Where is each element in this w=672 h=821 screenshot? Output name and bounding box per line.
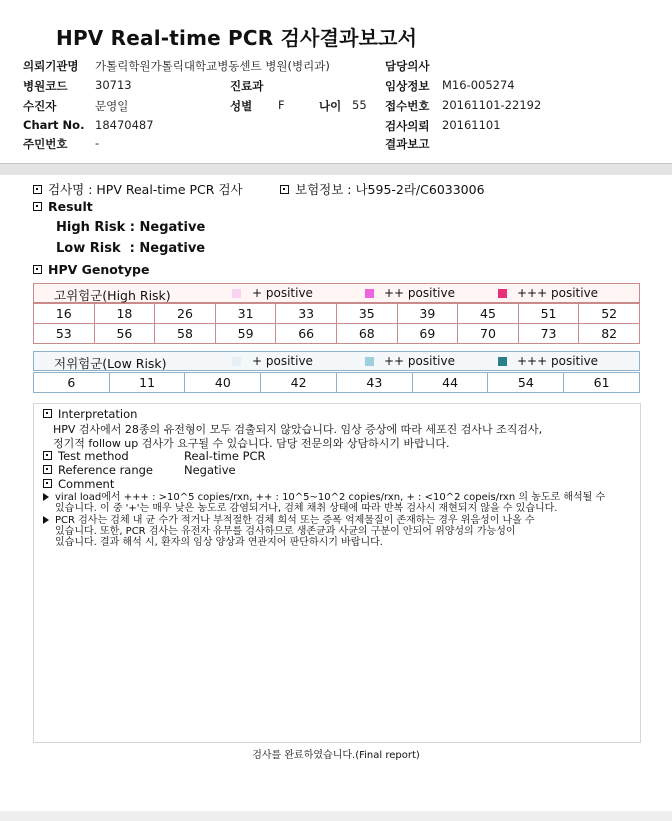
test-name: 검사명 : HPV Real-time PCR 검사 [48,182,243,197]
reception-value: 20161101-22192 [442,98,542,112]
genotype-cell: 59 [215,324,276,344]
chart-no-label: Chart No. [23,118,85,132]
genotype-cell: 31 [215,304,276,324]
comment-1-line-2: 있습니다. 이 중 '+'는 매우 낮은 농도로 감염되거나, 검체 채취 상태에 따라 반복 검사시 재현되지 않을 수 있습니다. [55,503,558,514]
legend-pos1: + positive [252,286,313,300]
department-label: 진료과 [230,79,264,93]
comment-1-line-1-row [43,493,605,504]
low-risk-header [33,351,640,371]
genotype-cell: 33 [276,304,337,324]
genotype-cell: 53 [34,324,95,344]
genotype-cell: 52 [579,304,640,324]
low-risk-row [34,373,640,393]
test-method-row [43,449,129,463]
genotype-cell: 40 [185,373,261,393]
genotype-cell: 82 [579,324,640,344]
genotype-cell: 35 [336,304,397,324]
legend-swatch-pos1 [232,357,241,366]
reference-range-label: Reference range [58,463,154,477]
hospital-code-label: 병원코드 [23,79,68,93]
genotype-cell: 51 [518,304,579,324]
low-risk-result: Low Risk : Negative [56,241,206,256]
rrn-value: - [95,136,100,150]
doctor-label: 담당의사 [385,59,430,73]
bottom-bar [0,811,672,821]
genotype-cell: 56 [94,324,155,344]
genotype-cell: 73 [518,324,579,344]
genotype-cell: 66 [276,324,337,344]
checkbox-icon [43,451,52,460]
legend-swatch-pos3 [498,357,507,366]
bullet-arrow-icon [43,516,49,524]
final-report-note: 검사를 완료하였습니다.(Final report) [252,750,420,761]
comment-row [43,477,114,491]
legend-swatch-pos2 [365,357,374,366]
test-method-label: Test method [58,449,129,463]
legend-pos3: +++ positive [517,286,599,300]
report-title: HPV Real-time PCR 검사결과보고서 [56,26,418,50]
checkbox-icon [280,185,289,194]
genotype-heading: HPV Genotype [48,262,150,277]
legend-swatch-pos3 [498,289,507,298]
genotype-cell: 43 [336,373,412,393]
low-risk-table [33,372,640,393]
patient-value: 문영일 [95,99,129,113]
test-method-value: Real-time PCR [184,449,266,463]
legend-pos3: +++ positive [517,354,599,368]
interpretation-line-2: 정기적 follow up 검사가 요구될 수 있습니다. 담당 전문의와 상담하시기 바랍니다. [53,437,450,450]
checkbox-icon [43,479,52,488]
bullet-arrow-icon [43,493,49,501]
genotype-cell: 11 [109,373,185,393]
rrn-label: 주민번호 [23,137,68,151]
checkbox-icon [33,185,42,194]
checkbox-icon [33,265,42,274]
high-risk-result: High Risk : Negative [56,220,206,235]
high-risk-row-1 [34,304,640,324]
header-separator [0,163,672,175]
test-name-row [33,180,243,198]
legend-swatch-pos1 [232,289,241,298]
report-label: 결과보고 [385,137,430,151]
genotype-cell: 39 [397,304,458,324]
interpretation-line-1: HPV 검사에서 28종의 유전형이 모두 검출되지 않았습니다. 임상 증상에 따라 세포진 검사나 조직검사, [53,423,543,436]
comment-label: Comment [58,477,115,491]
genotype-cell: 16 [34,304,95,324]
age-label: 나이 [319,99,342,113]
high-risk-table [33,303,640,344]
high-risk-header [33,283,640,303]
sex-value: F [278,98,285,112]
interpretation-heading-row [43,407,137,421]
comment-1-line-1: viral load에서 +++ : >10^5 copies/rxn, ++ : 10^5~10^2 copies/rxn, + : <10^2 copeis/rxn 의 농도로 해석될 수 [55,492,606,503]
comment-2-line-1-row [43,516,535,527]
age-value: 55 [352,98,367,112]
high-risk-row-2 [34,324,640,344]
result-heading-row [33,199,93,214]
legend-pos2: ++ positive [384,354,455,368]
institution-label: 의뢰기관명 [23,59,79,73]
clinical-info-label: 임상정보 [385,79,430,93]
insurance-info: 보험정보 : 나595-2라/C6033006 [295,182,485,197]
legend-pos2: ++ positive [384,286,455,300]
legend-swatch-pos2 [365,289,374,298]
low-risk-title: 저위험군(Low Risk) [54,356,167,371]
interpretation-heading: Interpretation [58,407,138,421]
genotype-cell: 42 [261,373,337,393]
checkbox-icon [43,465,52,474]
interpretation-box [33,403,641,743]
institution-value: 가톨릭학원가톨릭대학교병동센트 병원(병리과) [95,59,330,73]
request-label: 검사의뢰 [385,119,430,133]
comment-2-line-3: 있습니다. 결과 해석 시, 환자의 임상 양상과 연관지어 판단하시기 바랍니다. [55,537,383,548]
checkbox-icon [43,409,52,418]
high-risk-title: 고위험군(High Risk) [54,288,171,303]
genotype-cell: 68 [336,324,397,344]
legend-pos1: + positive [252,354,313,368]
hospital-code-value: 30713 [95,78,132,92]
genotype-cell: 18 [94,304,155,324]
sex-label: 성별 [230,99,253,113]
genotype-cell: 70 [458,324,519,344]
patient-label: 수진자 [23,99,57,113]
genotype-cell: 61 [564,373,640,393]
genotype-cell: 58 [155,324,216,344]
genotype-cell: 44 [412,373,488,393]
genotype-cell: 54 [488,373,564,393]
insurance-row [280,180,485,198]
reception-label: 접수번호 [385,99,430,113]
reference-range-value: Negative [184,463,236,477]
comment-2-line-1: PCR 검사는 검체 내 균 수가 적거나 부적절한 검체 희석 또는 증폭 억제물질이 존재하는 경우 위음성이 나올 수 [55,515,535,526]
request-value: 20161101 [442,118,501,132]
genotype-cell: 26 [155,304,216,324]
clinical-info-value: M16-005274 [442,78,515,92]
comment-2-line-2: 있습니다. 또한, PCR 검사는 유전자 유무를 검사하므로 생존균과 사균의 구분이 안되어 위양성의 가능성이 [55,526,516,537]
chart-no-value: 18470487 [95,118,154,132]
reference-range-row [43,463,153,477]
genotype-heading-row [33,262,149,277]
genotype-cell: 45 [458,304,519,324]
result-heading: Result [48,199,93,214]
checkbox-icon [33,202,42,211]
genotype-cell: 69 [397,324,458,344]
genotype-cell: 6 [34,373,110,393]
